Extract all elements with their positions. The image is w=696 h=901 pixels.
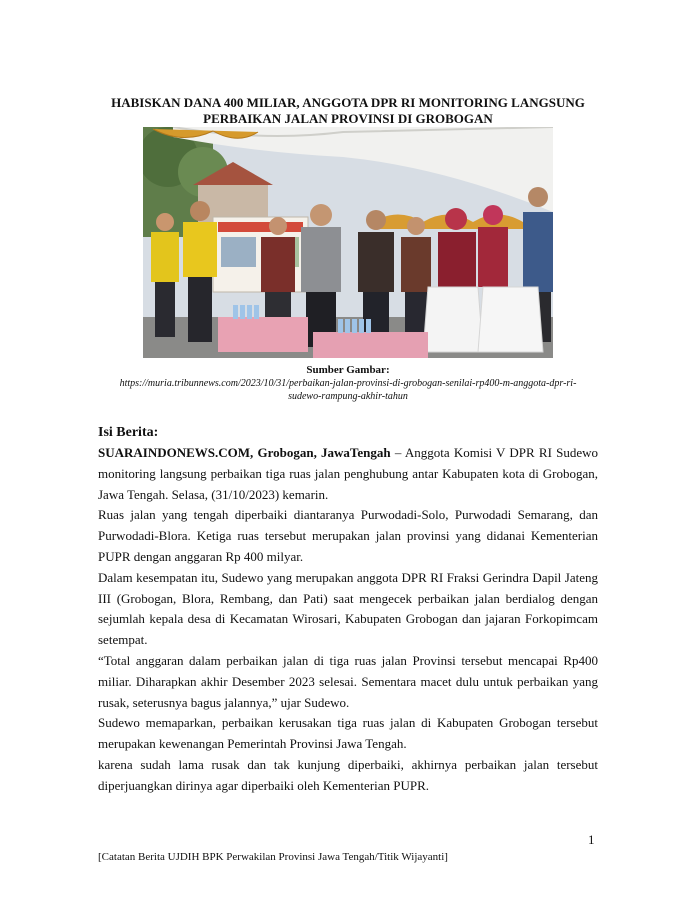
paragraph-1-text: – Anggota Komisi V DPR RI Sudewo monitoring langsung perbaikan tiga ruas jalan penghubung antar Kabupaten kota di Grobogan, Jawa Tengah. Selasa, (31/10/2023) kemarin. [98,445,598,502]
paragraph-2: Ruas jalan yang tengah diperbaiki diantaranya Purwodadi-Solo, Purwodadi Semarang, dan Purwodadi-Blora. Ketiga ruas tersebut merupakan jalan provinsi yang didanai Kementerian PUPR dengan anggaran Rp 400 milyar. [98,507,598,564]
page-footer: [Catatan Berita UJDIH BPK Perwakilan Provinsi Jawa Tengah/Titik Wijayanti] [98,851,448,863]
image-caption-label: Sumber Gambar: [306,364,390,376]
page-number: 1 [588,832,595,847]
article-body [98,443,598,797]
article-title [80,95,616,127]
news-photo [143,127,553,358]
paragraph-4: “Total anggaran dalam perbaikan jalan di tiga ruas jalan Provinsi tersebut mencapai Rp400 miliar. Diharapkan akhir Desember 2023 selesai. Sementara macet dulu untuk perbaikan yang rusak, seterusnya bagus jalannya,” ujar Sudewo. [98,652,598,710]
section-heading: Isi Berita: [98,425,159,440]
article-title-line-1: HABISKAN DANA 400 MILIAR, ANGGOTA DPR RI MONITORING LANGSUNG [111,95,585,110]
paragraph-1 [98,443,598,505]
dateline: SUARAINDONEWS.COM, Grobogan, JawaTengah [98,445,391,460]
paragraph-3: Dalam kesempatan itu, Sudewo yang merupakan anggota DPR RI Fraksi Gerindra Dapil Jateng III (Grobogan, Blora, Rembang, dan Pati) saat mengecek perbaikan jalan berdialog dengan sejumlah kepala desa di Kecamatan Wirosari, Kabupaten Grobogan dan jajaran Forkopimcam setempat. [98,569,598,648]
paragraph-6: karena sudah lama rusak dan tak kunjung diperbaiki, akhirnya perbaikan jalan tersebut diperjuangkan dirinya agar diperbaiki oleh Kementerian PUPR. [98,756,598,793]
image-source-url[interactable]: https://muria.tribunnews.com/2023/10/31/perbaikan-jalan-provinsi-di-grobogan-senilai-rp400-m-anggota-dpr-ri-sudewo-rampung-akhir-tahun [119,378,577,402]
paragraph-5: Sudewo memaparkan, perbaikan kerusakan tiga ruas jalan di Kabupaten Grobogan tersebut merupakan kewenangan Pemerintah Provinsi Jawa Tengah. [98,715,598,752]
article-title-line-2: PERBAIKAN JALAN PROVINSI DI GROBOGAN [203,111,493,126]
